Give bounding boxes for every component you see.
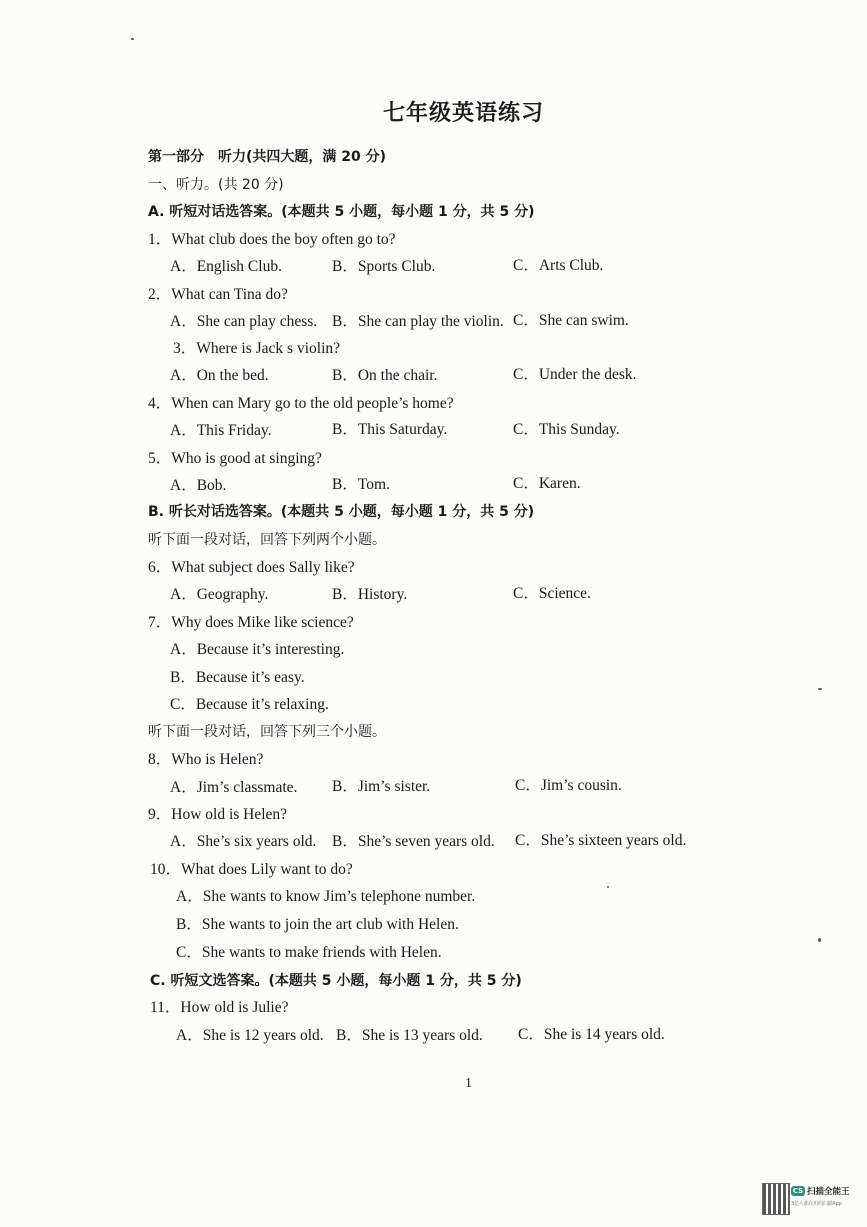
q9-option-b: B．She’s seven years old. — [332, 833, 495, 850]
q8-option-c: C．Jim’s cousin. — [515, 777, 622, 794]
q1-option-b: B．Sports Club. — [332, 258, 436, 275]
question-9: 9．How old is Helen? — [148, 806, 288, 823]
question-7: 7．Why does Mike like science? — [148, 614, 354, 631]
q10-option-c: C．She wants to make friends with Helen. — [176, 944, 442, 961]
q1-option-a: A．English Club. — [170, 258, 282, 275]
q3-option-b: B．On the chair. — [332, 367, 438, 384]
question-6: 6．What subject does Sally like? — [148, 559, 355, 576]
q6-option-b: B．History. — [332, 586, 408, 603]
q4-option-c: C．This Sunday. — [513, 421, 620, 438]
q3-option-a: A．On the bed. — [170, 367, 269, 384]
q7-option-b: B．Because it’s easy. — [170, 669, 305, 686]
q4-option-a: A．This Friday. — [170, 422, 272, 439]
question-4: 4．When can Mary go to the old people’s home? — [148, 395, 454, 412]
q8-option-b: B．Jim’s sister. — [332, 778, 431, 795]
question-2: 2．What can Tina do? — [148, 286, 288, 303]
q2-option-b: B．She can play the violin. — [332, 313, 504, 330]
scanner-tagline: 3亿人都在用的扫描App — [791, 1201, 842, 1207]
scan-speck — [607, 886, 609, 888]
q5-option-a: A．Bob. — [170, 477, 227, 494]
question-1: 1．What club does the boy often go to? — [148, 231, 396, 248]
q2-option-c: C．She can swim. — [513, 312, 629, 329]
page-number: 1 — [465, 1076, 472, 1091]
instruction-b1: 听下面一段对话，回答下列两个小题。 — [148, 532, 386, 548]
section-heading: 一、听力。(共 20 分) — [148, 177, 284, 193]
q8-option-a: A．Jim’s classmate. — [170, 779, 298, 796]
q1-option-c: C．Arts Club. — [513, 257, 604, 274]
subsection-a-heading: A. 听短对话选答案。(本题共 5 小题，每小题 1 分，共 5 分) — [148, 204, 535, 220]
qr-code-icon — [762, 1183, 790, 1215]
scan-speck — [131, 38, 134, 40]
q6-option-c: C．Science. — [513, 585, 591, 602]
q11-option-b: B．She is 13 years old. — [336, 1027, 483, 1044]
q2-option-a: A．She can play chess. — [170, 313, 318, 330]
q11-option-c: C．She is 14 years old. — [518, 1026, 665, 1043]
q9-option-a: A．She’s six years old. — [170, 833, 317, 850]
scan-speck — [818, 688, 822, 690]
question-8: 8．Who is Helen? — [148, 751, 264, 768]
q10-option-b: B．She wants to join the art club with Helen. — [176, 916, 459, 933]
scanner-app-name: 扫描全能王 — [807, 1187, 850, 1197]
page-title: 七年级英语练习 — [382, 101, 544, 126]
question-10: 10．What does Lily want to do? — [150, 861, 353, 878]
question-3: 3．Where is Jack s violin? — [173, 340, 341, 357]
q4-option-b: B．This Saturday. — [332, 421, 448, 438]
q10-option-a: A．She wants to know Jim’s telephone number. — [176, 888, 476, 905]
subsection-b-heading: B. 听长对话选答案。(本题共 5 小题，每小题 1 分，共 5 分) — [148, 504, 535, 520]
camscanner-logo: CS — [792, 1187, 804, 1195]
q9-option-c: C．She’s sixteen years old. — [515, 832, 687, 849]
q7-option-c: C．Because it’s relaxing. — [170, 696, 329, 713]
part-heading: 第一部分 听力(共四大题，满 20 分) — [148, 149, 387, 165]
q5-option-c: C．Karen. — [513, 475, 581, 492]
scanner-watermark — [762, 1183, 860, 1217]
question-11: 11．How old is Julie? — [150, 999, 289, 1016]
question-5: 5．Who is good at singing? — [148, 450, 322, 467]
scan-speck — [818, 938, 821, 942]
q11-option-a: A．She is 12 years old. — [176, 1027, 324, 1044]
instruction-b2: 听下面一段对话，回答下列三个小题。 — [148, 724, 386, 740]
q7-option-a: A．Because it’s interesting. — [170, 641, 345, 658]
q5-option-b: B．Tom. — [332, 476, 390, 493]
q3-option-c: C．Under the desk. — [513, 366, 637, 383]
subsection-c-heading: C. 听短文选答案。(本题共 5 小题，每小题 1 分，共 5 分) — [150, 973, 522, 989]
q6-option-a: A．Geography. — [170, 586, 269, 603]
